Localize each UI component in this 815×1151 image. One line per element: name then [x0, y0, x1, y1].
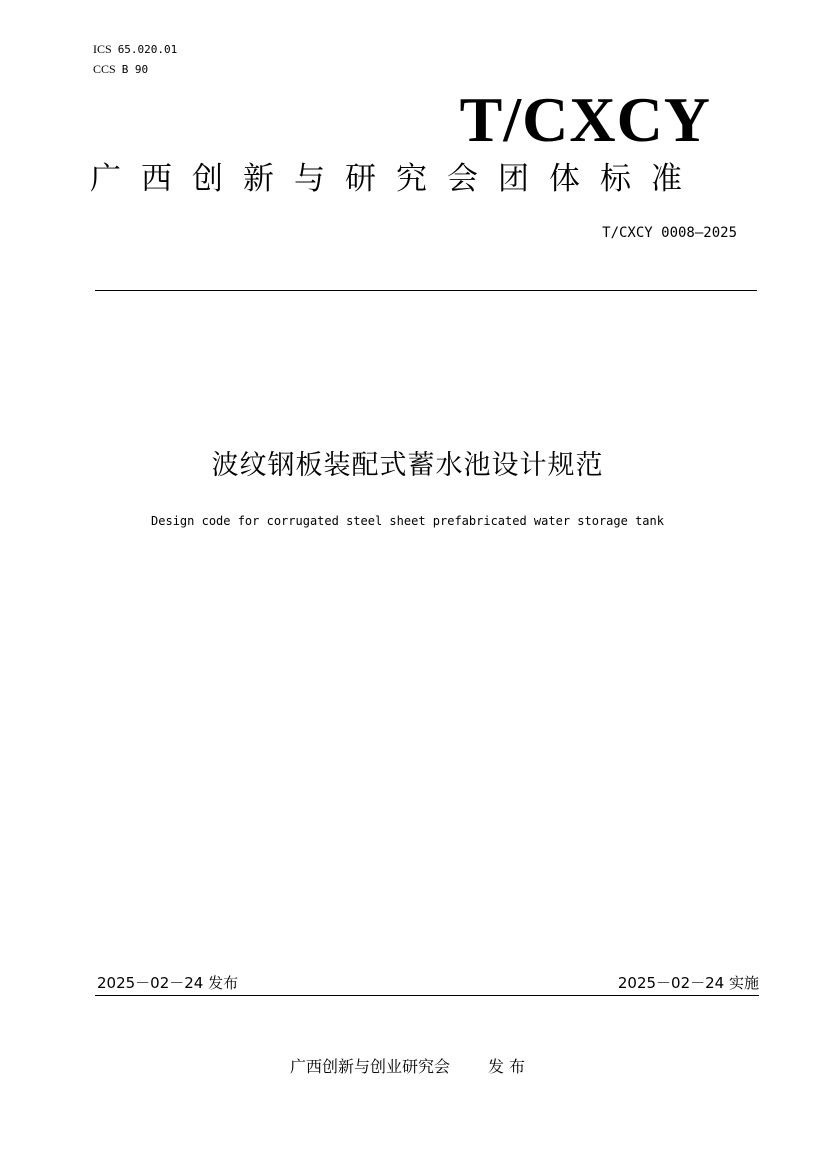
standard-logo: T/CXCY [459, 84, 711, 155]
ccs-line [93, 58, 177, 81]
bottom-divider [95, 995, 759, 996]
classification-codes [93, 38, 177, 81]
top-divider [95, 290, 757, 291]
document-title-cn: 波纹钢板装配式蓄水池设计规范 [211, 450, 604, 481]
publish-date: 2025－02－24 发布 [97, 974, 239, 992]
standard-number: T/CXCY 0008—2025 [602, 225, 737, 241]
publisher-action: 发 布 [487, 1057, 526, 1076]
publisher-name: 广西创新与创业研究会 [289, 1057, 450, 1076]
effective-date: 2025－02－24 实施 [617, 974, 759, 992]
ccs-label: CCS [93, 62, 116, 76]
organization-title: 广西创新与研究会团体标准 [90, 161, 702, 197]
ics-value: 65.020.01 [117, 43, 178, 56]
ccs-value: B 90 [121, 63, 149, 76]
ics-label: ICS [93, 42, 112, 56]
document-title-en: Design code for corrugated steel sheet prefabricated water storage tank [151, 514, 664, 528]
publisher-line [0, 1054, 815, 1077]
